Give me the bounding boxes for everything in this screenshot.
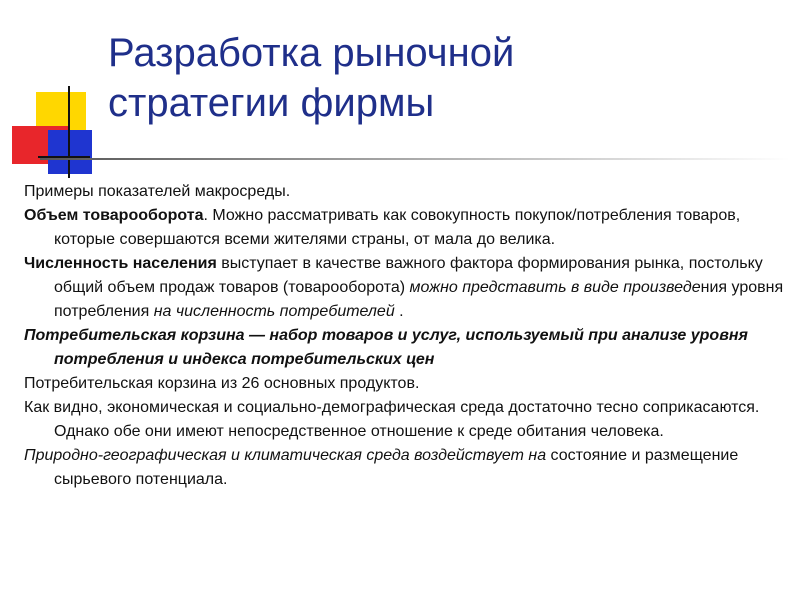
title-divider (40, 158, 790, 160)
population-text-1: выступает в качестве важного фактора формирования рынка, постольку общий объем продаж товаров (товарооборота) (54, 255, 763, 296)
turnover-text: . Можно рассматривать как совокупность покупок/потребления товаров, которые совершаются всеми жителями страны, от мала до велика. (54, 207, 741, 248)
population-end: . (394, 303, 404, 320)
turnover-term: Объем товарооборота (24, 207, 204, 224)
paragraph-environment (24, 396, 784, 444)
paragraph-consumer-basket (24, 372, 784, 396)
population-term: Численность населения (24, 255, 217, 272)
paragraph-consumer-basket-definition (24, 324, 784, 372)
paragraph-turnover (24, 204, 784, 252)
environment-text: Как видно, экономическая и социально-демографическая среда достаточно тесно соприкасаются. Однако обе они имеют непосредственное отношение к среде обитания человека. (24, 399, 760, 440)
consumer-basket-text: Потребительская корзина из 26 основных продуктов. (24, 375, 420, 392)
consumer-basket-definition-text: Потребительская корзина — набор товаров и услуг, используемый при анализе уровня потребления и индекса потребительских цен (24, 327, 748, 368)
slide-title-line-2: стратегии фирмы (108, 81, 435, 125)
population-italic-1: можно представить в виде произведе (409, 279, 701, 296)
population-text-2: ния уровня потребления (54, 279, 784, 320)
logo-blue-square (48, 130, 92, 174)
intro-text: Примеры показателей макросреды. (24, 183, 291, 200)
slide-title (108, 28, 768, 128)
slide-title-line-1: Разработка рыночной (108, 31, 515, 75)
natural-environment-italic: Природно-географическая и климатическая среда воздействует на (24, 447, 551, 464)
paragraph-population (24, 252, 784, 324)
population-italic-2: на численность потребителей (153, 303, 395, 320)
natural-environment-text: состояние и размещение сырьевого потенциала. (54, 447, 739, 488)
paragraph-intro (24, 180, 784, 204)
paragraph-natural-environment (24, 444, 784, 492)
slide-body (24, 180, 784, 492)
logo-vertical-line (68, 86, 70, 178)
